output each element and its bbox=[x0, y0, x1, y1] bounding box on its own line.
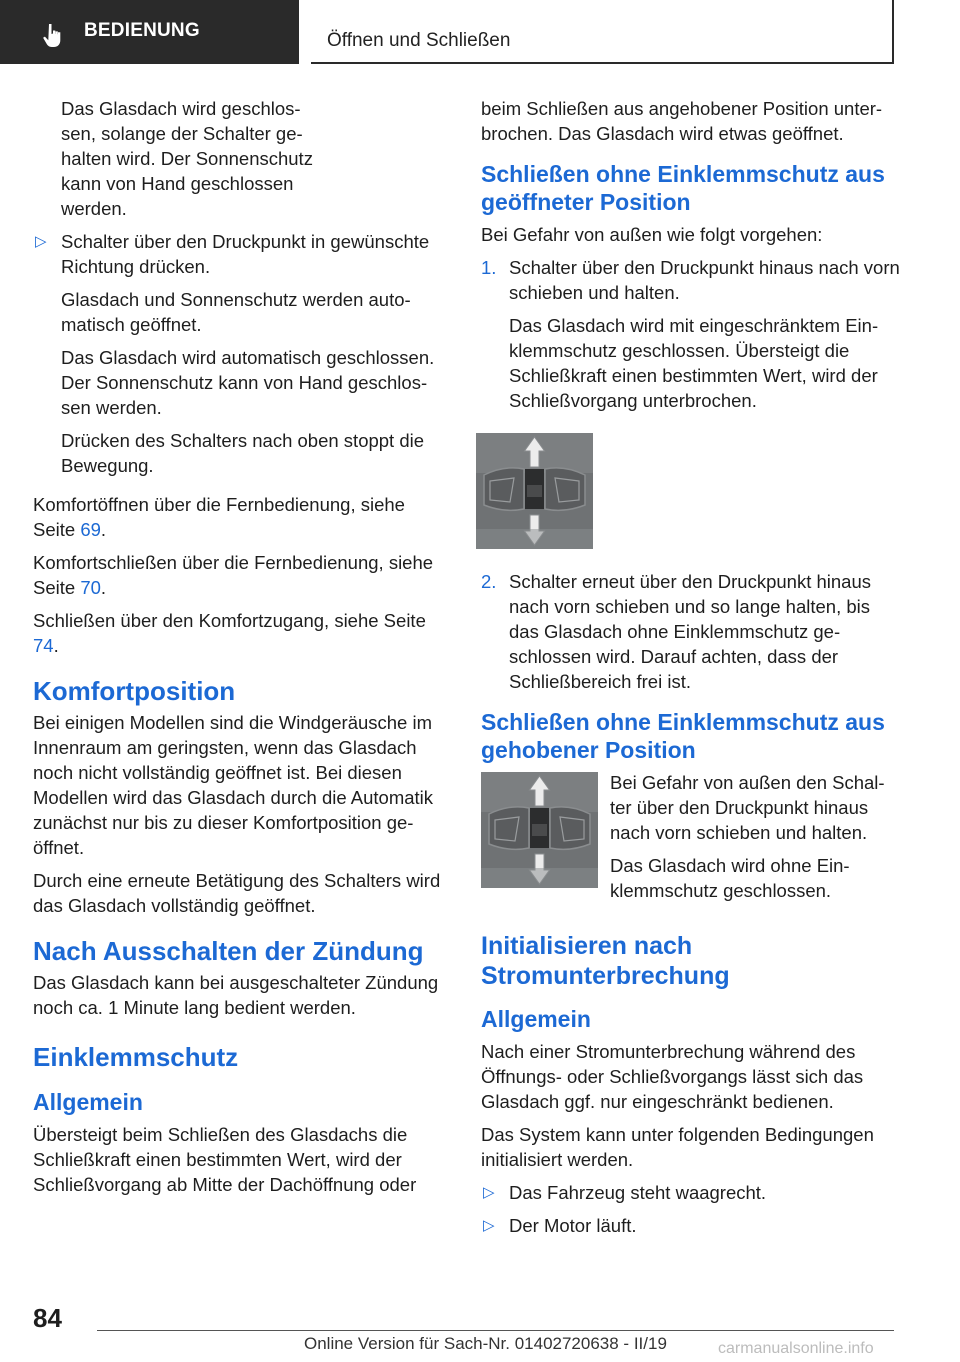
page-link-74[interactable]: 74 bbox=[33, 635, 54, 656]
page-reference: Komfortöffnen über die Fernbedienung, siehe Seite 69. bbox=[33, 494, 405, 540]
heading-gehobene-position: Schließen ohne Einklemmschutz aus gehobener Position bbox=[481, 709, 885, 763]
triangle-bullet-icon: ▷ bbox=[35, 233, 47, 250]
watermark: carmanualsonline.info bbox=[718, 1340, 874, 1357]
list-item bbox=[33, 229, 448, 279]
paragraph: Übersteigt beim Schließen des Glasdachs die Schließkraft einen bestimmten Wert, wird der Schließvorgang ab Mitte der Dachöffnung oder bbox=[33, 1124, 417, 1195]
illustrated-block bbox=[481, 770, 901, 911]
step-number: 1. bbox=[481, 257, 497, 278]
paragraph: Das Glasdach wird mit eingeschränktem Ein- klemmschutz geschlossen. Übersteigt die Schließkraft einen bestimmten Wert, wird der Schließvorgang unterbrochen. bbox=[509, 315, 879, 411]
chapter-title: Öffnen und Schließen bbox=[327, 30, 511, 51]
triangle-bullet-icon: ▷ bbox=[483, 1184, 495, 1201]
chapter-header bbox=[311, 0, 894, 64]
list-item bbox=[481, 1180, 901, 1205]
left-column bbox=[33, 96, 448, 1205]
paragraph: Durch eine erneute Betätigung des Schalters wird das Glasdach vollständig geöffnet. bbox=[33, 870, 441, 916]
heading-allgemein: Allgemein bbox=[33, 1089, 143, 1115]
paragraph: Das Glasdach wird automatisch geschlossen. Der Sonnenschutz kann von Hand geschlos- sen werden. bbox=[61, 347, 435, 418]
reference-text: Komfortöffnen über die Fernbedienung, siehe Seite bbox=[33, 494, 405, 540]
paragraph: Das Glasdach wird geschlos- sen, solange der Schalter ge- halten wird. Der Sonnenschutz kann von Hand geschlossen werden. bbox=[61, 98, 313, 219]
right-column bbox=[481, 96, 901, 1238]
page-link-69[interactable]: 69 bbox=[80, 519, 101, 540]
list-item-text: Schalter über den Druckpunkt in gewünschte Richtung drücken. bbox=[61, 231, 430, 277]
page-reference: Komfortschließen über die Fernbedienung, siehe Seite 70. bbox=[33, 552, 434, 598]
paragraph: Drücken des Schalters nach oben stoppt die Bewegung. bbox=[61, 430, 425, 476]
heading-einklemmschutz: Einklemmschutz bbox=[33, 1042, 239, 1072]
page-number: 84 bbox=[33, 1303, 62, 1333]
reference-text: Schließen über den Komfortzugang, siehe Seite bbox=[33, 610, 426, 631]
heading-allgemein: Allgemein bbox=[481, 1006, 591, 1032]
roof-switch-image bbox=[481, 772, 598, 888]
paragraph: Das System kann unter folgenden Bedingungen initialisiert werden. bbox=[481, 1124, 874, 1170]
reference-text: Komfortschließen über die Fernbedienung, siehe Seite bbox=[33, 552, 434, 598]
footer-divider bbox=[97, 1330, 894, 1331]
roof-switch-image bbox=[476, 433, 593, 549]
heading-nach-ausschalten: Nach Ausschalten der Zündung bbox=[33, 936, 424, 966]
illustrated-text bbox=[610, 770, 901, 911]
step-text: Schalter erneut über den Druckpunkt hinaus nach vorn schieben und so lange halten, bis das Glasdach ohne Einklemmschutz ge- schlossen wird. Darauf achten, dass der Schließbereich frei ist. bbox=[509, 571, 871, 692]
paragraph: beim Schließen aus angehobener Position unter- brochen. Das Glasdach wird etwas geöffnet. bbox=[481, 98, 883, 144]
paragraph: Nach einer Stromunterbrechung während des Öffnungs- oder Schließvorgangs lässt sich das Glasdach ggf. nur eingeschränkt bedienen. bbox=[481, 1041, 864, 1112]
list-item-text: Das Fahrzeug steht waagrecht. bbox=[509, 1182, 767, 1203]
step-number: 2. bbox=[481, 571, 497, 592]
page-reference: Schließen über den Komfortzugang, siehe Seite 74. bbox=[33, 610, 426, 656]
online-version-text: Online Version für Sach-Nr. 01402720638 - II/19 bbox=[304, 1334, 667, 1353]
page-link-70[interactable]: 70 bbox=[80, 577, 101, 598]
roof-switch-illustration bbox=[476, 433, 901, 549]
triangle-bullet-icon: ▷ bbox=[483, 1217, 495, 1234]
paragraph: Das Glasdach wird ohne Ein- klemmschutz geschlossen. bbox=[610, 855, 850, 901]
hand-pointer-icon bbox=[40, 22, 66, 48]
section-title: BEDIENUNG bbox=[84, 20, 200, 41]
numbered-step-1 bbox=[481, 255, 901, 305]
heading-initialisieren: Initialisieren nach Stromunterbrechung bbox=[481, 932, 730, 990]
paragraph: Das Glasdach kann bei ausgeschalteter Zündung noch ca. 1 Minute lang bedient werden. bbox=[33, 972, 439, 1018]
heading-komfortposition: Komfortposition bbox=[33, 676, 236, 706]
paragraph: Bei Gefahr von außen den Schal- ter über den Druckpunkt hinaus nach vorn schieben und halten. bbox=[610, 772, 885, 843]
list-item-text: Der Motor läuft. bbox=[509, 1215, 637, 1236]
paragraph: Bei Gefahr von außen wie folgt vorgehen: bbox=[481, 224, 823, 245]
paragraph: Glasdach und Sonnenschutz werden auto- matisch geöffnet. bbox=[61, 289, 411, 335]
numbered-step-2 bbox=[481, 569, 901, 694]
step-text: Schalter über den Druckpunkt hinaus nach vorn schieben und halten. bbox=[509, 257, 900, 303]
section-tab bbox=[0, 0, 299, 64]
heading-geoeffnete-position: Schließen ohne Einklemmschutz aus geöffneter Position bbox=[481, 161, 885, 215]
paragraph: Bei einigen Modellen sind die Windgeräusche im Innenraum am geringsten, wenn das Glasdach noch nicht vollständig geöffnet ist. Bei diesen Modellen wird das Glasdach durch die Automatik zunächst nur bis zu dieser Komfortposition ge- öffnet. bbox=[33, 712, 434, 858]
list-item bbox=[481, 1213, 901, 1238]
